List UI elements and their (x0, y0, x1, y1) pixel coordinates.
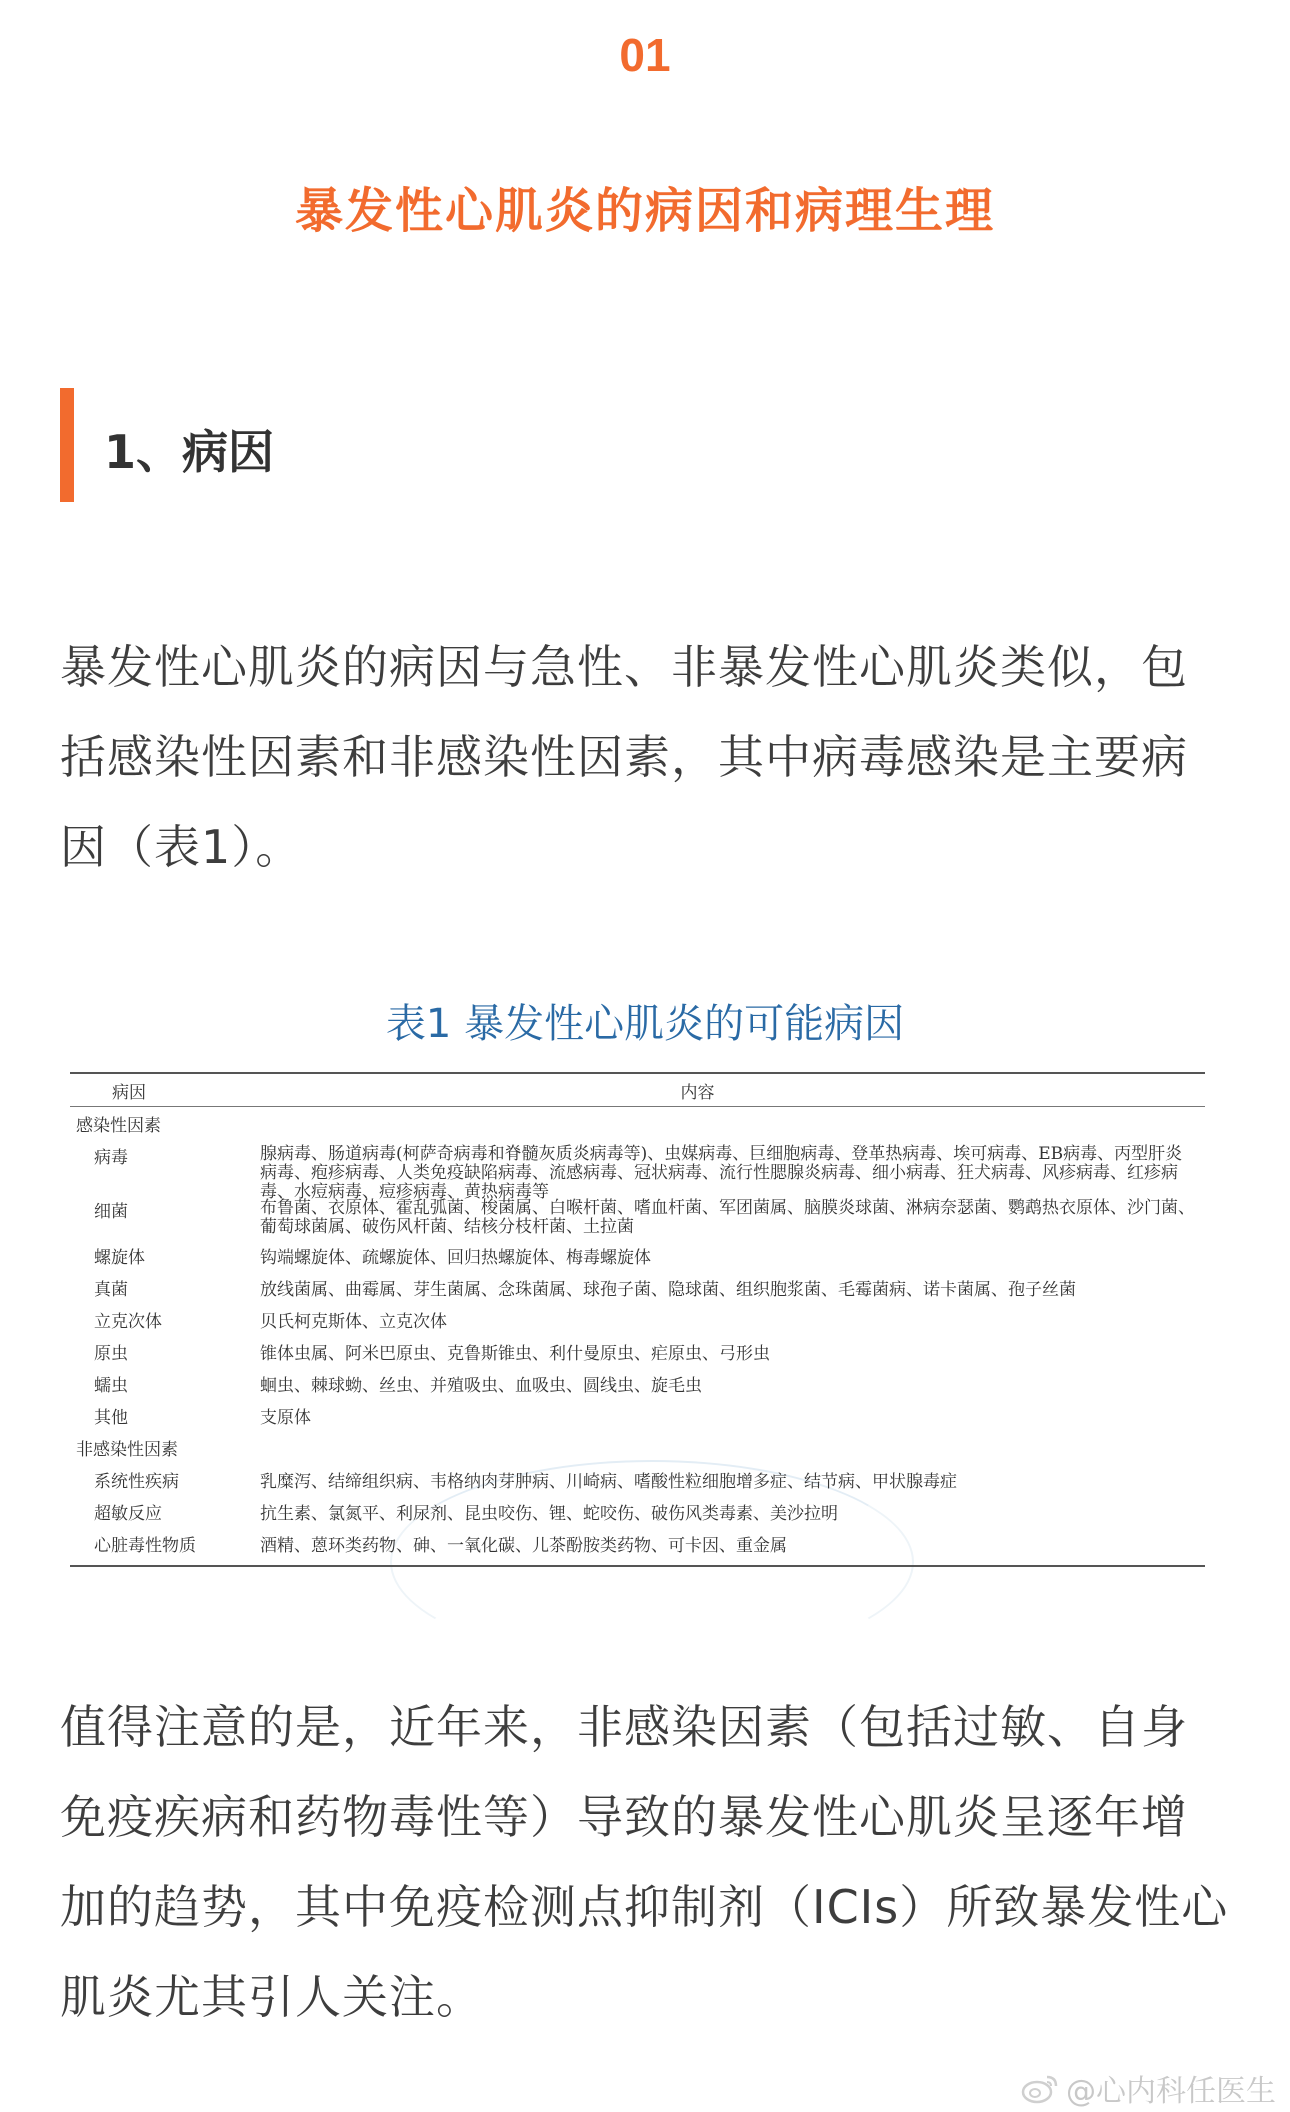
row-content: 酒精、蒽环类药物、砷、一氧化碳、儿茶酚胺类药物、可卡因、重金属 (260, 1536, 787, 1556)
row-cause: 感染性因素 (76, 1116, 161, 1136)
row-content: 锥体虫属、阿米巴原虫、克鲁斯锥虫、利什曼原虫、疟原虫、弓形虫 (260, 1344, 770, 1364)
author-credit-text: @心内科任医生 (1066, 2074, 1276, 2109)
table-row (70, 1335, 1205, 1367)
row-cause: 真菌 (94, 1280, 128, 1300)
row-content: 钩端螺旋体、疏螺旋体、回归热螺旋体、梅毒螺旋体 (260, 1248, 651, 1268)
table-row (70, 1139, 1205, 1202)
table-row (70, 1367, 1205, 1399)
row-cause: 非感染性因素 (76, 1440, 178, 1460)
row-cause: 蠕虫 (94, 1376, 128, 1396)
row-cause: 立克次体 (94, 1312, 162, 1332)
table-row (70, 1431, 1205, 1463)
header-cause: 病因 (112, 1082, 146, 1103)
weibo-logo-icon (1020, 2071, 1060, 2105)
row-content (260, 1107, 1205, 1113)
row-cause: 螺旋体 (94, 1248, 145, 1268)
row-content: 布鲁菌、衣原体、霍乱弧菌、梭菌属、白喉杆菌、嗜血杆菌、军团菌属、脑膜炎球菌、淋病奈瑟菌、鹦鹉热衣原体、沙门菌、葡萄球菌属、破伤风杆菌、结核分枝杆菌、土拉菌 (260, 1198, 1195, 1237)
table-row (70, 1193, 1205, 1239)
row-content: 贝氏柯克斯体、立克次体 (260, 1312, 447, 1332)
etiology-table (70, 1072, 1205, 1567)
row-cause: 心脏毒性物质 (94, 1536, 196, 1556)
row-content (260, 1431, 1205, 1437)
table-header (70, 1074, 1205, 1106)
table-row (70, 1303, 1205, 1335)
row-content: 支原体 (260, 1408, 311, 1428)
author-credit (1020, 2066, 1276, 2110)
section-title: 暴发性心肌炎的病因和病理生理 (294, 183, 995, 239)
row-cause: 细菌 (94, 1202, 128, 1222)
table-title: 表1 暴发性心肌炎的可能病因 (385, 1001, 905, 1047)
table-row (70, 1463, 1205, 1495)
paragraph-etiology-intro: 暴发性心肌炎的病因与急性、非暴发性心肌炎类似，包括感染性因素和非感染性因素，其中病毒感染是主要病因（表1）。 (60, 640, 1188, 874)
header-content: 内容 (680, 1082, 715, 1103)
row-content: 抗生素、氯氮平、利尿剂、昆虫咬伤、锂、蛇咬伤、破伤风类毒素、美沙拉明 (260, 1504, 838, 1524)
section-number: 01 (619, 29, 671, 81)
paragraph-noninfectious-trend: 值得注意的是，近年来，非感染因素（包括过敏、自身免疫疾病和药物毒性等）导致的暴发性心肌炎呈逐年增加的趋势，其中免疫检测点抑制剂（ICIs）所致暴发性心肌炎尤其引人关注。 (60, 1700, 1229, 2024)
row-content: 放线菌属、曲霉属、芽生菌属、念珠菌属、球孢子菌、隐球菌、组织胞浆菌、毛霉菌病、诺卡菌属、孢子丝菌 (260, 1280, 1076, 1300)
row-content: 蛔虫、棘球蚴、丝虫、并殖吸虫、血吸虫、圆线虫、旋毛虫 (260, 1376, 702, 1396)
row-content: 腺病毒、肠道病毒(柯萨奇病毒和脊髓灰质炎病毒等)、虫媒病毒、巨细胞病毒、登革热病毒、埃可病毒、EB病毒、丙型肝炎病毒、疱疹病毒、人类免疫缺陷病毒、流感病毒、冠状病毒、流行性腮腺炎病毒、细小病毒、狂犬病毒、风疹病毒、红疹病毒、水痘病毒、痘疹病毒、黄热病毒等 (260, 1144, 1183, 1202)
subheading-text: 1、病因 (104, 425, 275, 479)
table-bottom-rule (70, 1565, 1205, 1567)
table-row (70, 1271, 1205, 1303)
subheading (60, 388, 660, 502)
table-row (70, 1495, 1205, 1527)
table-row (70, 1527, 1205, 1559)
table-row (70, 1107, 1205, 1139)
row-content: 乳糜泻、结缔组织病、韦格纳肉芽肿病、川崎病、嗜酸性粒细胞增多症、结节病、甲状腺毒症 (260, 1472, 957, 1492)
table-row (70, 1399, 1205, 1431)
table-row (70, 1239, 1205, 1271)
row-cause: 病毒 (94, 1148, 128, 1168)
subheading-accent-bar (60, 388, 74, 502)
row-cause: 系统性疾病 (94, 1472, 179, 1492)
row-cause: 其他 (94, 1408, 128, 1428)
row-cause: 超敏反应 (94, 1504, 162, 1524)
row-cause: 原虫 (94, 1344, 128, 1364)
